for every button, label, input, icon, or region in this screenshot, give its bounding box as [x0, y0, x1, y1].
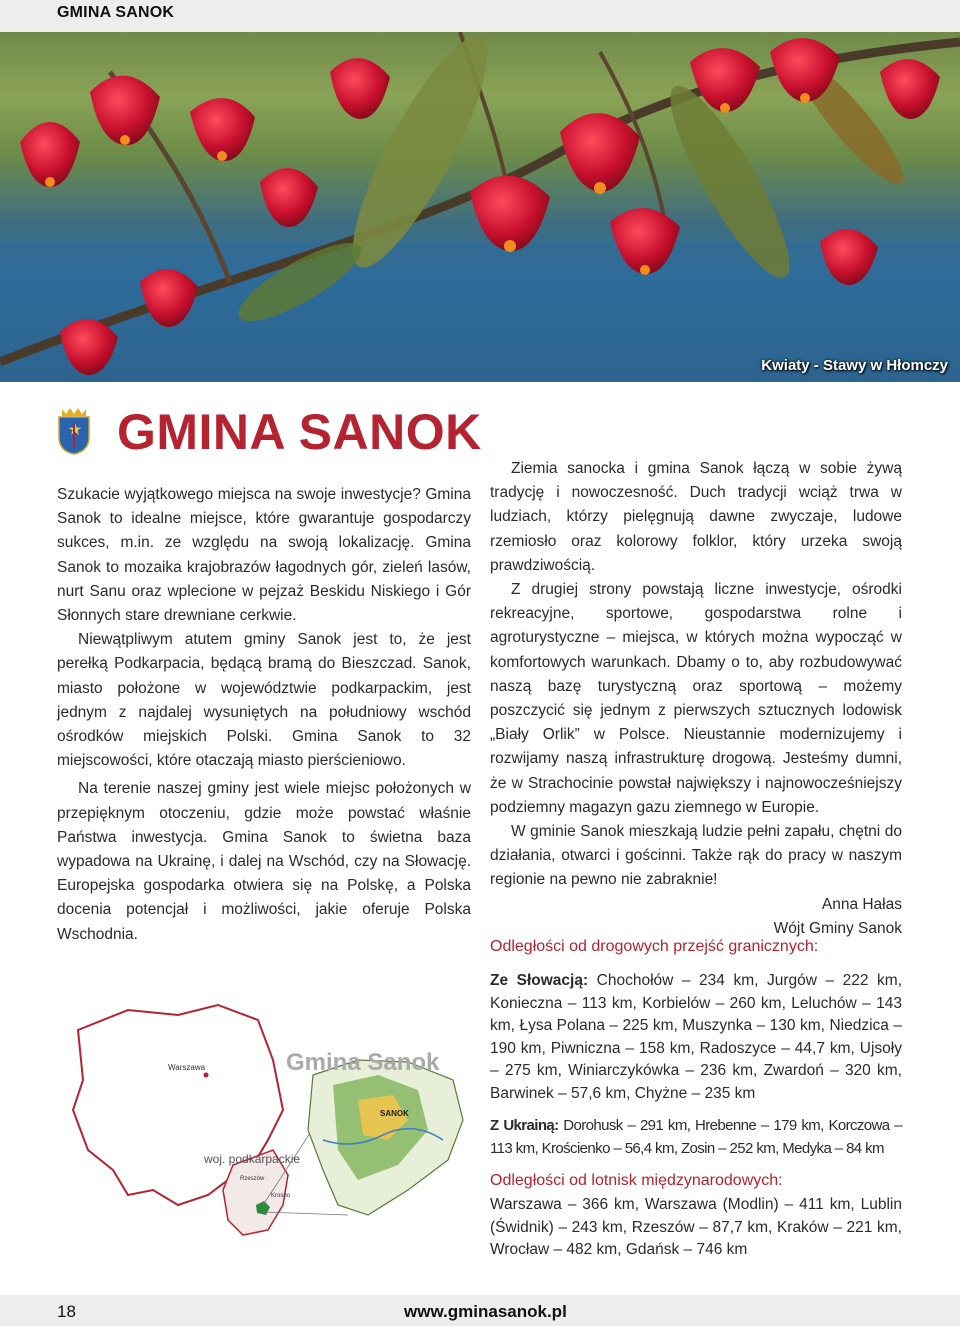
header-label: GMINA SANOK	[57, 4, 175, 21]
page-title: GMINA SANOK	[117, 404, 482, 460]
region-map	[58, 990, 476, 1260]
hero-photo	[0, 32, 960, 382]
airports-heading: Odległości od lotnisk międzynarodowych:	[490, 1172, 783, 1189]
border-crossings-heading: Odległości od drogowych przejść granicznych:	[490, 938, 819, 955]
website-link[interactable]: www.gminasanok.pl	[404, 1302, 567, 1321]
paragraph: Niewątpliwym atutem gminy Sanok jest to, że jest perełką Podkarpacia, będącą bramą do Bieszczad. Sanok, miasto położone w województwie podkarpackim, jest jednym z najdalej wysuniętych na południowy wschód ośrodków miejskich Polski. Gmina Sanok to 32 miejscowości, które otaczają miasto pierścieniowo.	[57, 631, 471, 770]
slovakia-label: Ze Słowacją:	[490, 972, 589, 989]
page-number: 18	[57, 1302, 76, 1321]
ukraine-label: Z Ukrainą:	[490, 1117, 559, 1134]
coat-of-arms-icon	[57, 407, 91, 455]
paragraph: Szukacie wyjątkowego miejsca na swoje inwestycje? Gmina Sanok to idealne miejsce, które gwarantuje gospodarczy sukces, m.in. ze względu na swoją lokalizację. Gmina Sanok to mozaika krajobrazów łagodnych gór, zieleń lasów, nurt Sanu oraz wplecione w pejzaż Beskidu Niskiego i Gór Słonnych stare drewniane cerkwie.	[57, 486, 471, 625]
map-label-warszawa: Warszawa	[168, 1063, 206, 1072]
slovakia-text: Chochołów – 234 km, Jurgów – 222 km, Konieczna – 113 km, Korbielów – 260 km, Leluchów – 143 km, Łysa Polana – 225 km, Muszynka – 130 km, Niedzica – 190 km, Piwniczna – 158 km, Radoszyce – 44,7 km, Ujsoły – 275 km, Winiarczykówka – 236 km, Zwardoń – 320 km, Barwinek – 57,6 km, Chyżne – 235 km	[490, 972, 903, 1102]
ukraine-distances	[490, 1115, 902, 1160]
map-label-krosno: Krosno	[271, 1193, 291, 1199]
distances-section	[490, 936, 902, 1262]
map-label-rzeszow: Rzeszów	[240, 1176, 265, 1182]
article-right-column	[490, 409, 902, 941]
paragraph: Na terenie naszej gminy jest wiele miejsc położonych w przepięknym otoczeniu, gdzie może powstać właśnie Państwa inwestycja. Gmina Sanok to świetna baza wypadowa na Ukrainę, i dalej na Wschód, czy na Słowację. Europejska gospodarka otwiera się na Polskę, a Polska docenia potencjał i możliwości, jakie oferuje Polska Wschodnia.	[57, 780, 471, 943]
map-label-gmina: Gmina Sanok	[286, 1049, 440, 1076]
article-left-column	[57, 483, 471, 947]
paragraph: Ziemia sanocka i gmina Sanok łączą w sobie żywą tradycję i nowoczesność. Duch tradycji wciąż trwa w ludziach, którzy pielęgnują dawne zwyczaje, ludowe rzemiosło oraz kolorowy folklor, który urzeka swoją prawdziwością.	[490, 460, 902, 574]
airport-distances: Warszawa – 366 km, Warszawa (Modlin) – 411 km, Lublin (Świdnik) – 243 km, Rzeszów – 87,7 km, Kraków – 221 km, Wrocław – 482 km, Gdańsk – 746 km	[490, 1196, 902, 1258]
map-label-sanok: SANOK	[380, 1109, 409, 1118]
signature-role: Wójt Gminy Sanok	[773, 919, 902, 937]
map-label-region: woj. podkarpackie	[204, 1152, 301, 1166]
paragraph: W gminie Sanok mieszkają ludzie pełni zapału, chętni do działania, otwarci i gościnni. Także rąk do pracy w naszym regionie na pewno nie zabraknie!	[490, 823, 902, 889]
photo-caption: Kwiaty - Stawy w Hłomczy	[761, 357, 948, 374]
spacer	[490, 1105, 902, 1115]
ukraine-text: Dorohusk – 291 km, Hrebenne – 179 km, Korczowa – 113 km, Krościenko – 56,4 km, Zosin – 252 km, Medyka – 84 km	[490, 1117, 902, 1157]
signature-name: Anna Hałas	[821, 895, 902, 913]
slovakia-distances	[490, 970, 902, 1105]
column-continuation-spacer	[490, 409, 902, 457]
header-bar	[0, 0, 960, 32]
flowers-illustration	[0, 32, 960, 382]
paragraph: Z drugiej strony powstają liczne inwestycje, ośrodki rekreacyjne, sportowe, gospodarstwa rolne i agroturystyczne – miejsca, w których można wypocząć w komfortowych warunkach. Dbamy o to, aby rozbudowywać naszą bazę turystyczną oraz sportową – możemy poszczycić się jednym z pierwszych sztucznych lodowisk „Biały Orlik” w Polsce. Nieustannie modernizujemy i rozwijamy naszą infrastrukturę drogową. Jesteśmy dumni, że w Strachocinie powstał największy i najnowocześniejszy podziemny magazyn gazu ziemnego w Europie.	[490, 581, 902, 816]
spacer	[490, 1160, 902, 1170]
